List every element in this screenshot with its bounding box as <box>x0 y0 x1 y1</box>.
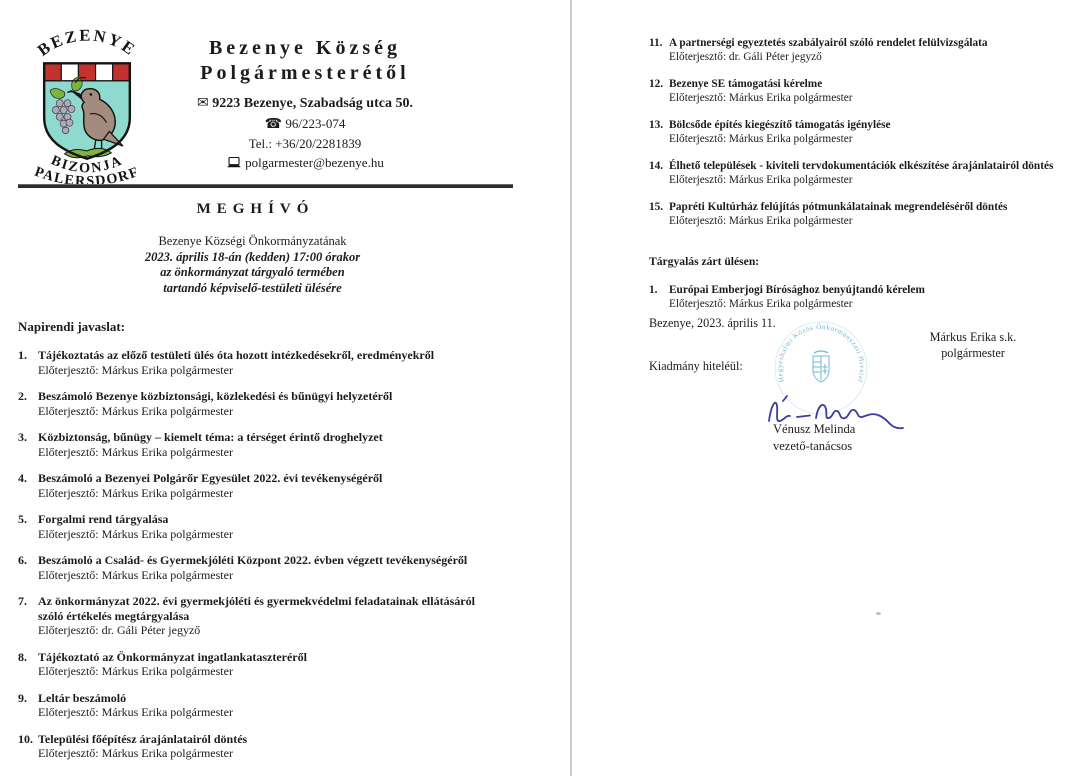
item-title: Tájékoztató az Önkormányzat ingatlankataszteréről <box>38 649 307 664</box>
item-number: 8. <box>18 649 27 664</box>
agenda-item-2 <box>18 389 502 418</box>
agenda-item-5 <box>18 512 502 541</box>
agenda-item-13 <box>649 118 1073 146</box>
agenda-list-continued <box>649 36 1073 324</box>
certifier-block <box>773 421 855 454</box>
letterhead-address <box>140 93 470 114</box>
item-number: 6. <box>18 553 27 567</box>
stamp-text: Hegyeshalmi Közös Önkormányzati Hivatal <box>775 322 867 384</box>
email-text: polgarmester@bezenye.hu <box>245 155 384 170</box>
intro-line-1: Bezenye Községi Önkormányzatának <box>158 234 347 248</box>
item-presenter: Előterjesztő: dr. Gáli Péter jegyző <box>38 623 201 637</box>
item-title: Az önkormányzat 2022. évi gyermekjóléti és gyermekvédelmi feladatainak ellátásáról szóló értékelés megtárgyalása <box>38 594 475 623</box>
item-presenter: Előterjesztő: dr. Gáli Péter jegyző <box>669 51 822 63</box>
agenda-item-8 <box>18 650 502 679</box>
item-number: 14. <box>649 160 664 172</box>
certifier-role: vezető-tanácsos <box>773 438 853 453</box>
logo-bottom-text-2: PALERSDORF <box>32 163 142 190</box>
logo-top-text: BEZENYE <box>33 28 141 60</box>
letterhead <box>140 36 470 172</box>
agenda-item-4 <box>18 471 502 500</box>
item-presenter: Előterjesztő: Márkus Erika polgármester <box>38 664 233 678</box>
agenda-item-7 <box>18 594 502 638</box>
item-number: 10. <box>18 731 33 746</box>
scan-speck <box>876 612 881 615</box>
item-title: Forgalmi rend tárgyalása <box>38 512 169 526</box>
item-title: A partnerségi egyeztetés szabályairól szóló rendelet felülvizsgálata <box>669 37 988 49</box>
mayor-role: polgármester <box>941 345 1005 360</box>
envelope-icon: ✉ <box>197 95 209 111</box>
agenda-item-10 <box>18 732 502 761</box>
item-number: 1. <box>18 348 27 362</box>
agenda-item-1 <box>18 348 502 377</box>
letterhead-email <box>140 153 470 172</box>
page-2 <box>573 0 1084 776</box>
mayor-name: Márkus Erika s.k. <box>929 330 1017 344</box>
item-presenter: Előterjesztő: Márkus Erika polgármester <box>38 485 233 500</box>
letterhead-title-line2: Polgármesterétől <box>200 62 410 84</box>
item-presenter: Előterjesztő: Márkus Erika polgármester <box>669 215 853 227</box>
agenda-item-3 <box>18 430 502 459</box>
item-number: 15. <box>649 201 664 213</box>
item-title: Európai Emberjogi Bírósághoz benyújtandó kérelem <box>669 284 925 296</box>
item-title: Közbiztonság, bűnügy – kiemelt téma: a térséget érintő droghelyzet <box>38 430 383 444</box>
item-presenter: Előterjesztő: Márkus Erika polgármester <box>669 133 853 145</box>
item-title: Tájékoztatás az előző testületi ülés óta hozott intézkedésekről, eredményekről <box>38 348 435 362</box>
item-presenter: Előterjesztő: Márkus Erika polgármester <box>38 567 233 582</box>
item-number: 13. <box>649 119 664 131</box>
agenda-item-14 <box>649 159 1073 187</box>
logo-bottom-text-1: BIZONJA <box>48 152 126 177</box>
page-divider <box>570 0 572 776</box>
item-presenter: Előterjesztő: Márkus Erika polgármester <box>38 705 233 719</box>
item-number: 7. <box>18 594 27 608</box>
letterhead-title-line1: Bezenye Község <box>208 37 402 59</box>
letterhead-tel: Tel.: +36/20/2281839 <box>248 136 362 151</box>
invitation-heading: MEGHÍVÓ <box>196 201 315 217</box>
item-presenter: Előterjesztő: Márkus Erika polgármester <box>669 298 853 310</box>
agenda-item-12 <box>649 77 1073 105</box>
item-number: 4. <box>18 471 27 485</box>
stamp-emblem <box>813 351 829 382</box>
svg-text:BEZENYE <box>34 28 140 60</box>
date-line: Bezenye, 2023. április 11. <box>649 316 776 330</box>
item-title: Leltár beszámoló <box>38 690 127 705</box>
item-number: 5. <box>18 512 27 526</box>
item-number: 12. <box>649 78 664 90</box>
item-presenter: Előterjesztő: Márkus Erika polgármester <box>38 403 233 418</box>
address-text: 9223 Bezenye, Szabadság utca 50. <box>212 96 413 111</box>
intro-line-4: tartandó képviselő-testületi ülésére <box>163 280 342 295</box>
intro-line-2: 2023. április 18-án (kedden) 17:00 órakor <box>144 249 361 264</box>
closed-session-item-1 <box>649 283 1073 311</box>
item-number: 9. <box>18 690 27 705</box>
item-presenter: Előterjesztő: Márkus Erika polgármester <box>38 444 233 459</box>
item-title: Élhető települések - kiviteli tervdokumentációk elkészítése árajánlatairól döntés <box>669 160 1054 172</box>
item-presenter: Előterjesztő: Márkus Erika polgármester <box>38 526 233 541</box>
item-presenter: Előterjesztő: Márkus Erika polgármester <box>38 746 233 760</box>
agenda-item-9 <box>18 691 502 720</box>
item-title: Bölcsőde építés kiegészítő támogatás igénylése <box>669 119 891 131</box>
item-title: Bezenye SE támogatási kérelme <box>669 78 823 90</box>
item-title: Papréti Kultúrház felújítás pótmunkálatainak megrendeléséről döntés <box>669 201 1008 213</box>
agenda-heading: Napirendi javaslat: <box>18 319 126 334</box>
item-presenter: Előterjesztő: Márkus Erika polgármester <box>38 362 233 377</box>
phone-icon: ☎ <box>264 116 283 132</box>
item-number: 3. <box>18 430 27 444</box>
bezenye-coat-of-arms <box>14 28 160 192</box>
intro-line-3: az önkormányzat tárgyaló termében <box>160 265 345 279</box>
letterhead-rule <box>18 184 513 188</box>
item-presenter: Előterjesztő: Márkus Erika polgármester <box>669 174 853 186</box>
agenda-item-15 <box>649 200 1073 228</box>
shield-checker-band <box>44 63 130 81</box>
item-title: Beszámoló Bezenye közbiztonsági, közlekedési és bűnügyi helyzetéről <box>38 389 393 403</box>
letterhead-phone <box>140 114 470 134</box>
agenda-item-6 <box>18 553 502 582</box>
item-title: Települési főépítész árajánlatairól döntés <box>38 731 248 746</box>
phone-text: 96/223-074 <box>285 116 346 131</box>
agenda-list <box>18 348 502 773</box>
item-number: 1. <box>649 284 658 296</box>
invitation-intro <box>0 234 505 296</box>
item-presenter: Előterjesztő: Márkus Erika polgármester <box>669 92 853 104</box>
item-title: Beszámoló a Család- és Gyermekjóléti Központ 2022. évben végzett tevékenységéről <box>38 553 468 567</box>
item-title: Beszámoló a Bezenyei Polgárőr Egyesület 2022. évi tevékenységéről <box>38 471 383 485</box>
mayor-signature-block <box>913 330 1033 361</box>
certifier-name: Vénusz Melinda <box>773 422 856 436</box>
agenda-item-11 <box>649 36 1073 64</box>
attestation-label: Kiadmány hiteléül: <box>649 359 743 373</box>
item-number: 11. <box>649 37 663 49</box>
laptop-icon <box>226 156 242 169</box>
closed-session-heading: Tárgyalás zárt ülésen: <box>649 255 760 268</box>
item-number: 2. <box>18 389 27 403</box>
